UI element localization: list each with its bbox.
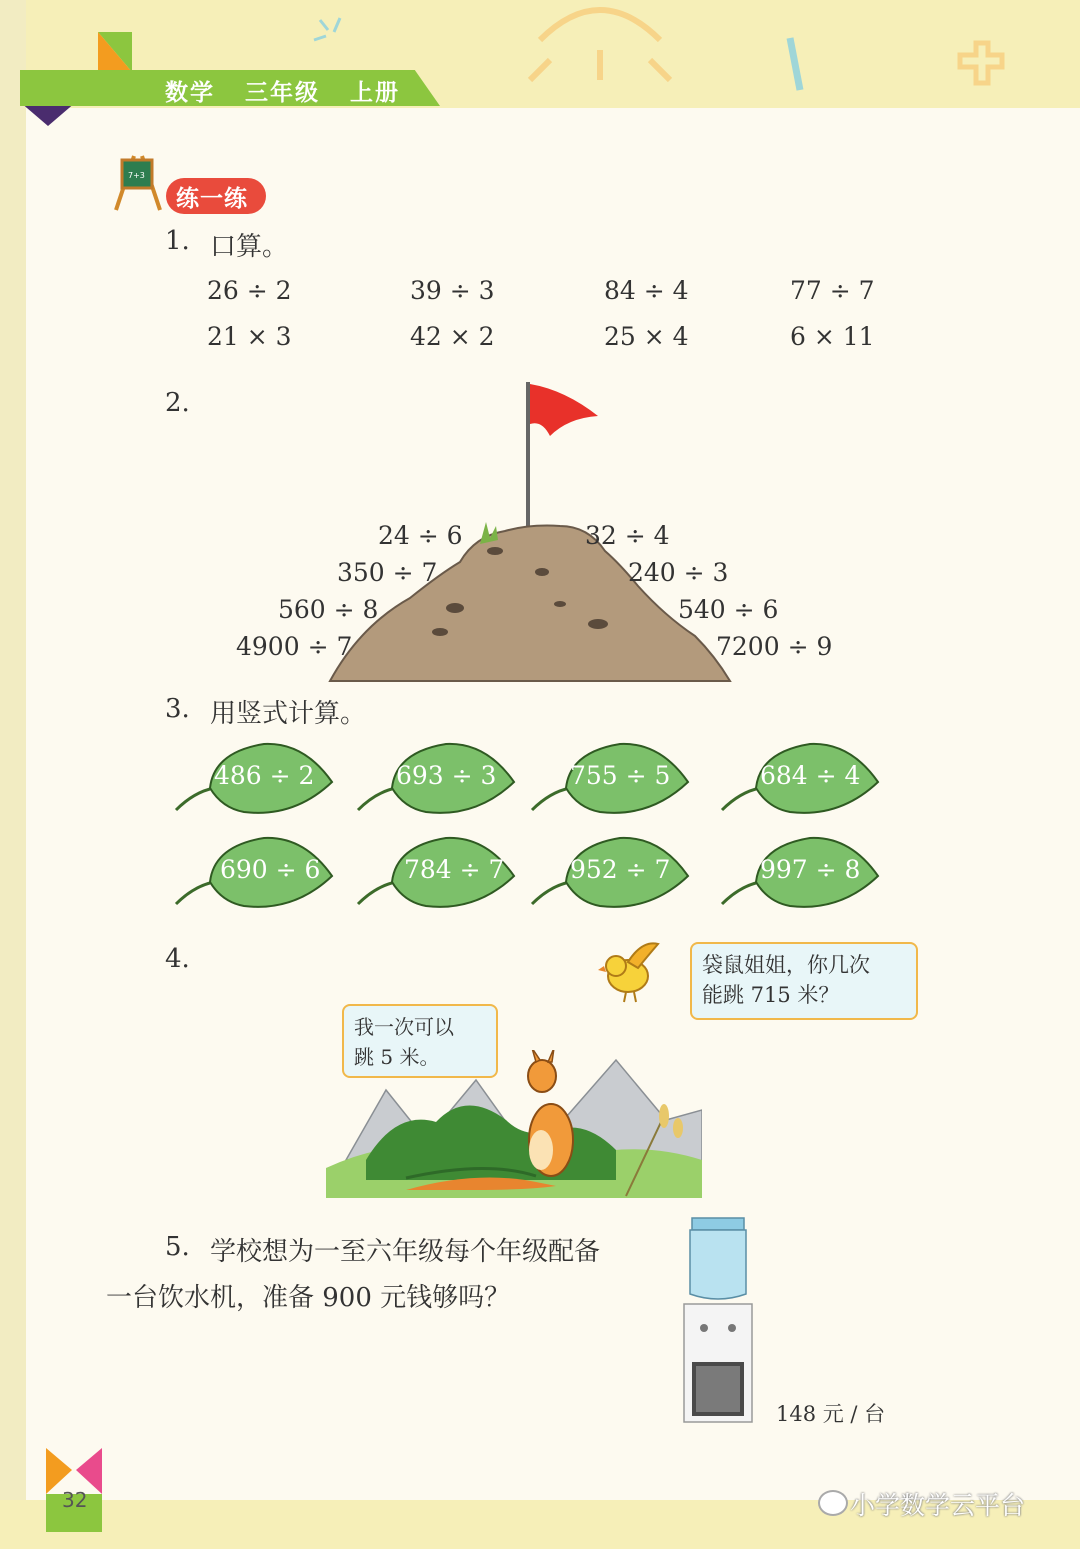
watermark: 小学数学云平台	[850, 1491, 1026, 1520]
leaf-problem: 952 ÷ 7	[570, 855, 671, 884]
leaf-problem: 684 ÷ 4	[760, 761, 861, 790]
leaf-problem: 486 ÷ 2	[214, 761, 315, 790]
question-3-prompt: 用竖式计算。	[210, 699, 367, 729]
question-number-3: 3.	[165, 694, 190, 724]
mountain-right-step-4: 7200 ÷ 9	[716, 632, 833, 661]
leaf-problem: 784 ÷ 7	[404, 855, 505, 884]
oral-calc-item: 25 × 4	[604, 322, 689, 351]
mountain-left-step-3: 560 ÷ 8	[278, 595, 379, 624]
book-title: 数学 三年级 上册	[165, 80, 401, 106]
question-number-2: 2.	[165, 388, 190, 418]
price-label: 148 元 / 台	[776, 1402, 886, 1426]
oral-calc-item: 77 ÷ 7	[790, 276, 875, 305]
question-5-line-1: 学校想为一至六年级每个年级配备	[210, 1237, 601, 1267]
wechat-icon	[818, 1490, 848, 1516]
leaf-problem: 690 ÷ 6	[220, 855, 321, 884]
oral-calc-item: 21 × 3	[207, 322, 292, 351]
page-number: 32	[62, 1488, 88, 1512]
page-edge	[0, 0, 26, 1549]
mountain-left-step-2: 350 ÷ 7	[337, 558, 438, 587]
question-1-prompt: 口算。	[210, 232, 289, 262]
kangaroo-speech-line-1: 我一次可以	[354, 1015, 454, 1039]
bird-speech-bubble	[690, 942, 918, 1020]
bird-speech-line-2: 能跳 715 米？	[702, 983, 840, 1007]
question-number-4: 4.	[165, 944, 190, 974]
leaf-problem: 693 ÷ 3	[396, 761, 497, 790]
kangaroo-speech-line-2: 跳 5 米。	[354, 1045, 440, 1069]
kangaroo-speech-bubble	[342, 1004, 498, 1078]
mountain-left-step-1: 24 ÷ 6	[378, 521, 463, 550]
oral-calc-item: 26 ÷ 2	[207, 276, 292, 305]
mountain-left-step-4: 4900 ÷ 7	[236, 632, 353, 661]
bird-speech-line-1: 袋鼠姐姐，你几次	[702, 953, 870, 977]
oral-calc-item: 39 ÷ 3	[410, 276, 495, 305]
question-number-5: 5.	[165, 1232, 190, 1262]
leaf-problem: 997 ÷ 8	[760, 855, 861, 884]
question-number-1: 1.	[165, 226, 190, 256]
water-dispenser-icon	[682, 1216, 754, 1426]
section-title: 练一练	[176, 186, 248, 212]
svg-text:7+3: 7+3	[128, 171, 145, 180]
question-5-line-2: 一台饮水机，准备 900 元钱够吗？	[106, 1283, 511, 1313]
oral-calc-item: 42 × 2	[410, 322, 495, 351]
mountain-right-step-1: 32 ÷ 4	[585, 521, 670, 550]
leaf-problem: 755 ÷ 5	[570, 761, 671, 790]
easel-icon	[108, 152, 168, 214]
mountain-right-step-2: 240 ÷ 3	[628, 558, 729, 587]
bird-icon	[598, 936, 662, 1004]
mountain-right-step-3: 540 ÷ 6	[678, 595, 779, 624]
oral-calc-item: 6 × 11	[790, 322, 875, 351]
oral-calc-item: 84 ÷ 4	[604, 276, 689, 305]
